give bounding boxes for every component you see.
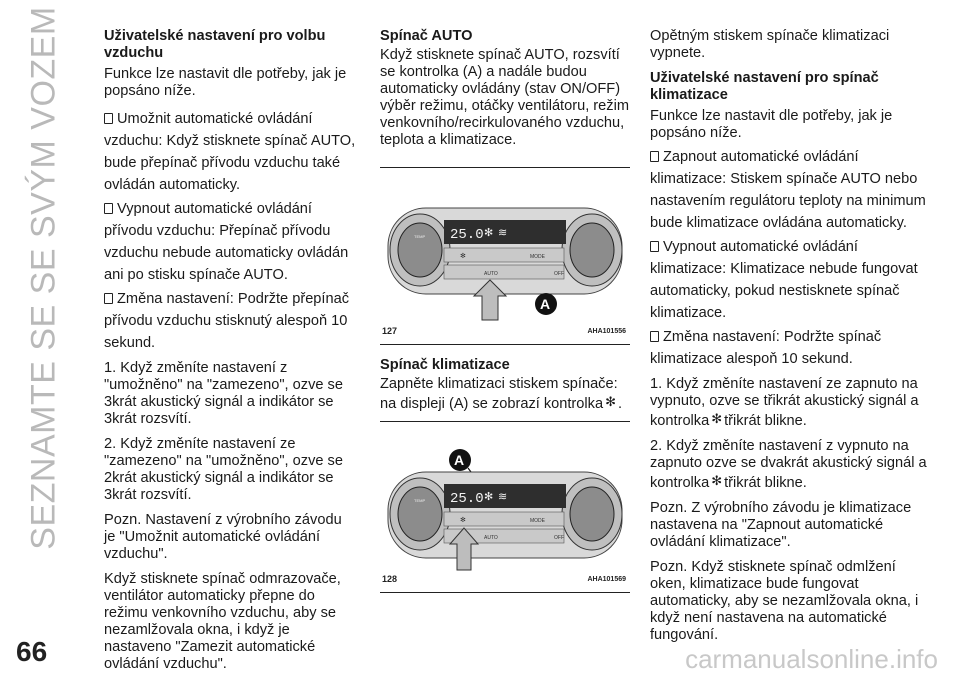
bullet-item — [650, 326, 932, 370]
bullet-item — [104, 198, 356, 286]
auto-button-label: AUTO — [484, 535, 498, 541]
bullet-item — [104, 288, 356, 354]
figure-code: AHA101556 — [587, 328, 626, 335]
figure-code: AHA101569 — [587, 576, 626, 583]
ac-snowflake-icon: ✻ — [711, 411, 723, 426]
checkbox-icon — [650, 241, 659, 252]
figure-number: 128 — [382, 574, 398, 584]
bullet-item — [104, 108, 356, 196]
step-1: 1. Když změníte nastavení z "umožněno" na "zamezeno", ozve se 3krát akustický signál a indikátor se 3krát rozsvítí. — [104, 360, 343, 427]
bullet-item — [650, 146, 932, 234]
heading-ac-settings: Uživatelské nastavení pro spínač klimatizace — [650, 70, 879, 103]
display-temperature: 25.0 — [450, 227, 484, 243]
checkbox-icon — [104, 293, 113, 304]
bullet-text: Umožnit automatické ovládání vzduchu: Když stisknete spínač AUTO, bude přepínač přívodu vzduchu také ovládán automaticky. — [104, 111, 356, 193]
bullet-text: Vypnout automatické ovládání přívodu vzduchu: Přepínač přívodu vzduchu nebude automaticky ovládán ani po stisku spínače AUTO. — [104, 201, 349, 283]
auto-button-label: AUTO — [484, 271, 498, 277]
fan-icon: ≋ — [498, 227, 508, 239]
paragraph: Zapněte klimatizaci stiskem spínače: na displeji (A) se zobrazí kontrolka ✻ . — [380, 376, 623, 412]
column-1 — [104, 28, 356, 681]
bullet-text: Změna nastavení: Podržte přepínač přívodu vzduchu stisknutý alespoň 10 sekund. — [104, 291, 350, 351]
temp-knob-label: TEMP — [414, 234, 426, 239]
ac-snowflake-icon: ✻ — [711, 473, 723, 488]
mode-button-label: MODE — [530, 254, 545, 260]
ac-snowflake-icon: ✻ — [484, 491, 494, 503]
callout-letter: A — [454, 452, 465, 468]
sidebar — [14, 6, 74, 550]
column-3 — [650, 28, 932, 652]
climate-panel-illustration — [380, 168, 630, 344]
note: Pozn. Nastavení z výrobního závodu je "Umožnit automatické ovládání vzduchu". — [104, 512, 342, 562]
paragraph: Když stisknete spínač AUTO, rozsvítí se kontrolka (A) a nadále budou automaticky ovládány (stav ON/OFF) výběr režimu, otáčky ventilátoru, režim venkovního/recirkulovaného vzduchu, teplota a klimatizace. — [380, 47, 629, 148]
step-2: 2. Když změníte nastavení z vypnuto na zapnuto ozve se dvakrát akustický signál a kontrolka ✻ třikrát blikne. — [650, 438, 927, 491]
ac-button-icon: ✻ — [460, 253, 466, 260]
heading-ac-switch: Spínač klimatizace — [380, 357, 510, 373]
paragraph: Funkce lze nastavit dle potřeby, jak je popsáno níže. — [650, 108, 893, 141]
off-button-label: OFF — [554, 271, 564, 277]
figure-number: 127 — [382, 326, 398, 336]
figure-127 — [380, 167, 630, 345]
page-number: 66 — [16, 636, 48, 667]
note: Pozn. Když stisknete spínač odmlžení oken, klimatizace bude fungovat automaticky, aby se nezamlžovala okna, i když není nastavena na automatické fungování. — [650, 559, 919, 643]
step-2: 2. Když změníte nastavení ze "zamezeno" na "umožněno", ozve se 2krát akustický signál a indikátor se 3krát rozsvítí. — [104, 436, 343, 503]
heading-air-settings: Uživatelské nastavení pro volbu vzduchu — [104, 28, 326, 61]
ac-snowflake-icon: ✻ — [605, 394, 616, 409]
checkbox-icon — [650, 331, 659, 342]
column-2 — [380, 28, 630, 605]
climate-panel-illustration — [380, 422, 630, 592]
paragraph: Opětným stiskem spínače klimatizaci vypnete. — [650, 28, 890, 61]
checkbox-icon — [104, 113, 113, 124]
display-temperature: 25.0 — [450, 491, 484, 507]
bullet-text: Vypnout automatické ovládání klimatizace: Klimatizace nebude fungovat automaticky, pokud nestisknete spínač klimatizace. — [650, 239, 918, 321]
bullet-item — [650, 236, 932, 324]
note: Když stisknete spínač odmrazovače, ventilátor automaticky přepne do režimu venkovního vzduchu, aby se nezamlžovala okna, i když je nastaveno "Zamezit automatické ovládání vzduchu". — [104, 571, 341, 672]
fan-icon: ≋ — [498, 491, 508, 503]
watermark: carmanualsonline.info — [685, 644, 938, 674]
temp-knob-label: TEMP — [414, 498, 426, 503]
figure-128 — [380, 421, 630, 593]
note: Pozn. Z výrobního závodu je klimatizace nastavena na "Zapnout automatické ovládání klimatizace". — [650, 500, 912, 550]
ac-button-icon: ✻ — [460, 517, 466, 524]
bullet-text: Zapnout automatické ovládání klimatizace: Stiskem spínače AUTO nebo nastavením regulátoru teploty na minimum bude klimatizace ovládána automaticky. — [650, 149, 926, 231]
section-title-vertical: SEZNAMTE SE SE SVÝM VOZEM — [24, 6, 63, 550]
off-button-label: OFF — [554, 535, 564, 541]
callout-letter: A — [540, 296, 551, 312]
heading-auto-switch: Spínač AUTO — [380, 28, 473, 44]
step-1: 1. Když změníte nastavení ze zapnuto na vypnuto, ozve se třikrát akustický signál a kontrolka ✻ třikrát blikne. — [650, 376, 919, 429]
paragraph: Funkce lze nastavit dle potřeby, jak je popsáno níže. — [104, 66, 347, 99]
bullet-text: Změna nastavení: Podržte spínač klimatizace alespoň 10 sekund. — [650, 329, 882, 367]
ac-snowflake-icon: ✻ — [484, 227, 494, 239]
mode-button-label: MODE — [530, 518, 545, 524]
checkbox-icon — [650, 151, 659, 162]
checkbox-icon — [104, 203, 113, 214]
